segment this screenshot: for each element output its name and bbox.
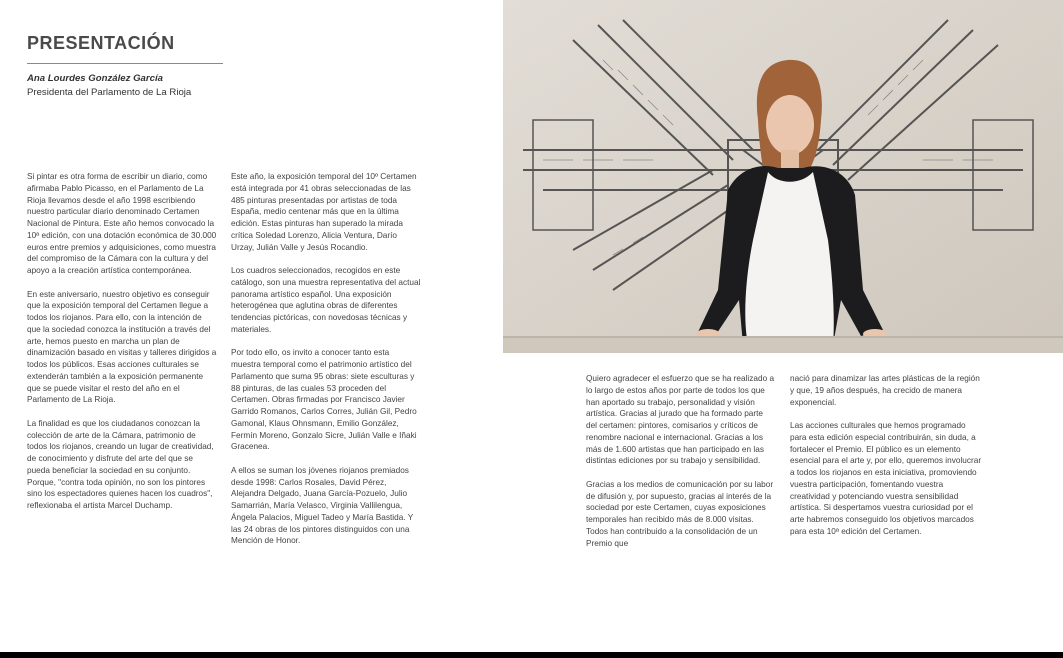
paragraph: A ellos se suman los jóvenes riojanos premiados desde 1998: Carlos Rosales, David Pérez, Alejandra Delgado, Juana García-Pozuelo, Julio Samarrián, María Velasco, Virginia Vallilengua, Ángela Palacios, Miguel Tadeo y María Bastida. Y las 24 obras de los pintores distinguidos con una Mención de Honor. xyxy=(231,465,414,546)
text-column-4 xyxy=(790,373,982,549)
paragraph: Si pintar es otra forma de escribir un diario, como afirmaba Pablo Picasso, en el Parlamento de La Rioja llevamos desde el año 1998 escribiendo nuestro particular diario denominado Certamen Nacional de Pintura. Este año hemos convocado la 10ª edición, con una dotación económica de 30.000 euros entre premios y adquisiciones, como muestra del compromiso de la Cámara con la cultura y del apoyo a la creación artística contemporánea. xyxy=(27,172,217,275)
railing xyxy=(503,338,1063,353)
paragraph: nació para dinamizar las artes plásticas de la región y que, 19 años después, ha crecido de manera exponencial. xyxy=(790,374,980,407)
author-role: Presidenta del Parlamento de La Rioja xyxy=(27,87,192,98)
portrait-illustration xyxy=(503,0,1063,353)
paragraph: Los cuadros seleccionados, recogidos en este catálogo, son una muestra representativa del actual panorama artístico español. Una exposición heterogénea que aglutina obras de diferentes tendencias pictóricas, con novedosas técnicas y materiales. xyxy=(231,266,421,334)
paragraph: Por todo ello, os invito a conocer tanto esta muestra temporal como el patrimonio artístico del Parlamento que suma 95 obras: siete esculturas y 88 pinturas, de las cuales 53 proceden del Certamen. Obras firmadas por Francisco Javier Garrido Romanos, Carlos Corres, Julián Gil, Pedro Gamonal, Klaus Ohnsmann, Emilio González, Fermín Moreno, Gonzalo Sicre, Julián Valle e Iñaki Gracenea. xyxy=(231,348,417,452)
paragraph: Quiero agradecer el esfuerzo que se ha realizado a lo largo de estos años por parte de todos los que han aportado su trabajo, personalidad y visión artística. Gracias al jurado que ha formado parte del certamen: pintores, comisarios y críticos de renombre nacional e internacional. Gracias a los más de 1.600 artistas que han participado en las distintas ediciones por su trabajo y sensibilidad. xyxy=(586,374,775,466)
text-column-2 xyxy=(231,171,421,559)
bottom-border xyxy=(0,652,1063,658)
portrait-photo xyxy=(503,0,1063,353)
face xyxy=(766,95,814,155)
paragraph: Gracias a los medios de comunicación por su labor de difusión y, por supuesto, gracias al interés de la sociedad por este Certamen, cuyas exposiciones temporales han recibido más de 8.000 visitas. Todos han contribuido a la consolidación de un Premio que xyxy=(586,479,774,548)
railing-edge xyxy=(503,336,1063,338)
paragraph: En este aniversario, nuestro objetivo es conseguir que la exposición temporal del Certamen llegue a todos los riojanos. Para ello, con la intención de que la sociedad conozca la institución a través del arte, hemos puesto en marcha un plan de dinamización basado en visitas y talleres dirigidos a todos los públicos. Esas acciones culturales se extenderán también a la exposición permanente que se puede visitar el resto del año en el Parlamento de La Rioja. xyxy=(27,289,217,405)
author-name: Ana Lourdes González García xyxy=(27,73,163,84)
page-title: PRESENTACIÓN xyxy=(27,33,175,53)
title-divider xyxy=(27,63,223,64)
text-column-1 xyxy=(27,171,217,524)
paragraph: Este año, la exposición temporal del 10º Certamen está integrada por 41 obras seleccionadas de las 485 pinturas presentadas por artistas de toda España, medio centenar más que en la última edición. Estas pinturas han superado la mirada crítica Soledad Lorenzo, Alicia Ventura, Darío Urzay, Julián Valle y Jesús Rocandio. xyxy=(231,172,417,252)
text-column-3 xyxy=(586,373,776,561)
paragraph: La finalidad es que los ciudadanos conozcan la colección de arte de la Cámara, patrimonio de todos los riojanos, creando un lugar de creatividad, de conocimiento y disfrute del arte del que se pueda beneficiar la sociedad en su conjunto. Porque, "contra toda opinión, no son los pintores sino los espectadores quienes hacen los cuadros", reflexionaba el artista Marcel Duchamp. xyxy=(27,418,214,510)
paragraph: Las acciones culturales que hemos programado para esta edición especial contribuirán, sin duda, a fortalecer el Premio. El público es un elemento esencial para el arte y, por ello, queremos involucrar a todos los riojanos en esta iniciativa, promoviendo vuestra participación, fomentando vuestra creatividad y potenciando vuestra sensibilidad artística. Si despertamos vuestra curiosidad por el arte habremos conseguido los objetivos marcados para esta 10ª edición del Certamen. xyxy=(790,421,982,536)
